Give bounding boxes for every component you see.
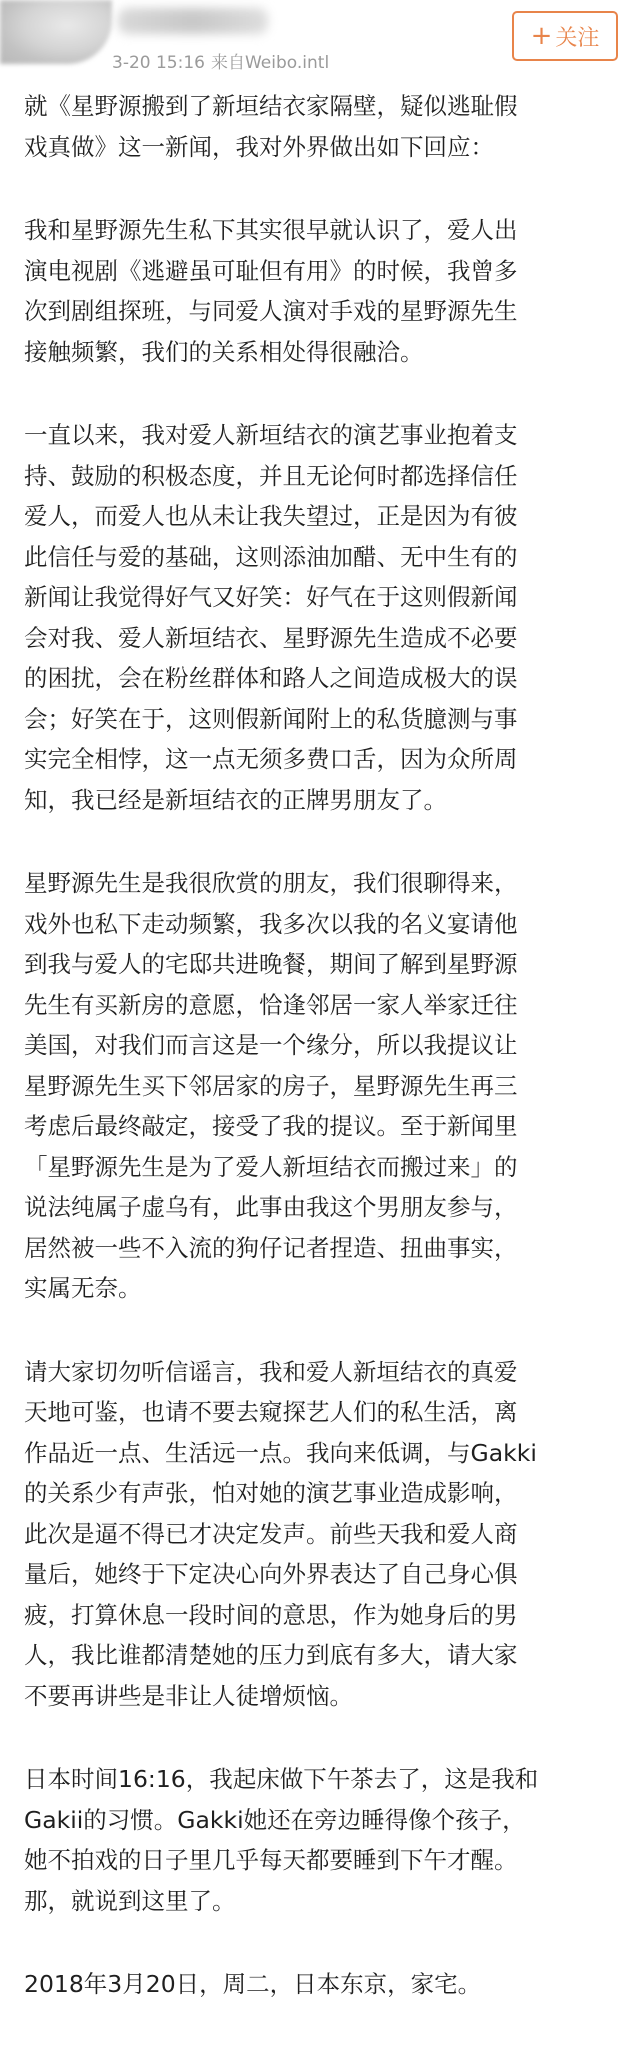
follow-label: 关注 (555, 25, 600, 51)
paragraph-rumor-request: 请大家切勿听信谣言，我和爱人新垣结衣的真爱 天地可鉴，也请不要去窥探艺人们的私生活，离 作品近一点、生活远一点。我向来低调，与Gakki 的关系少有声张，怕对她的演艺事业造成影响， 此次是逼不得已才决定发声。前些天我和爱人商 量后，她终于下定决心向外界表达了自己身心俱 疲，打算休息一段时间的意思，作为她身后的男 人，我比谁都清楚她的压力到底有多大，请大家 不要再讲些是非让人徒增烦恼。 (24, 1357, 537, 1710)
post-header (0, 0, 640, 86)
post-body (24, 86, 622, 2048)
paragraph-support: 一直以来，我对爱人新垣结衣的演艺事业抱着支 持、鼓励的积极态度，并且无论何时都选择信任 爱人，而爱人也从未让我失望过，正是因为有彼 此信任与爱的基础，这则添油加醋、无中生有的 新闻让我觉得好气又好笑：好气在于这则假新闻 会对我、爱人新垣结衣、星野源先生造成不必要 的困扰，会在粉丝群体和路人之间造成极大的误 会；好笑在于，这则假新闻附上的私货臆测与事 实完全相悖，这一点无须多费口舌，因为众所周 知，我已经是新垣结衣的正牌男朋友了。 (24, 421, 518, 814)
paragraph-signature-date: 2018年3月20日，周二，日本东京，家宅。 (24, 1970, 482, 1998)
paragraph-acquaintance: 我和星野源先生私下其实很早就认识了，爱人出 演电视剧《逃避虽可耻但有用》的时候，我曾多 次到剧组探班，与同爱人演对手戏的星野源先生 接触频繁，我们的关系相处得很融洽。 (24, 216, 518, 366)
plus-icon: + (530, 21, 553, 51)
post-timestamp: 3-20 15:16 (112, 53, 205, 73)
username-blurred[interactable] (118, 8, 268, 34)
avatar[interactable] (0, 0, 112, 64)
post-source: 来自Weibo.intl (210, 53, 330, 73)
paragraph-statement-intro: 就《星野源搬到了新垣结衣家隔壁，疑似逃耻假 戏真做》这一新闻，我对外界做出如下回应： (24, 92, 518, 161)
post-meta (112, 48, 329, 73)
follow-button[interactable] (512, 11, 618, 61)
paragraph-afternoon-tea: 日本时间16:16，我起床做下午茶去了，这是我和 Gakii的习惯。Gakki她还在旁边睡得像个孩子， 她不拍戏的日子里几乎每天都要睡到下午才醒。 那，就说到这里了。 (24, 1765, 539, 1915)
paragraph-neighbor-house: 星野源先生是我很欣赏的朋友，我们很聊得来， 戏外也私下走动频繁，我多次以我的名义宴请他 到我与爱人的宅邸共进晚餐，期间了解到星野源 先生有买新房的意愿，恰逢邻居一家人举家迁往 美国，对我们而言这是一个缘分，所以我提议让 星野源先生买下邻居家的房子，星野源先生再三 考虑后最终敲定，接受了我的提议。至于新闻里 「星野源先生是为了爱人新垣结衣而搬过来」的 说法纯属子虚乌有，此事由我这个男朋友参与， 居然被一些不入流的狗仔记者捏造、扭曲事实， 实属无奈。 (24, 869, 518, 1302)
